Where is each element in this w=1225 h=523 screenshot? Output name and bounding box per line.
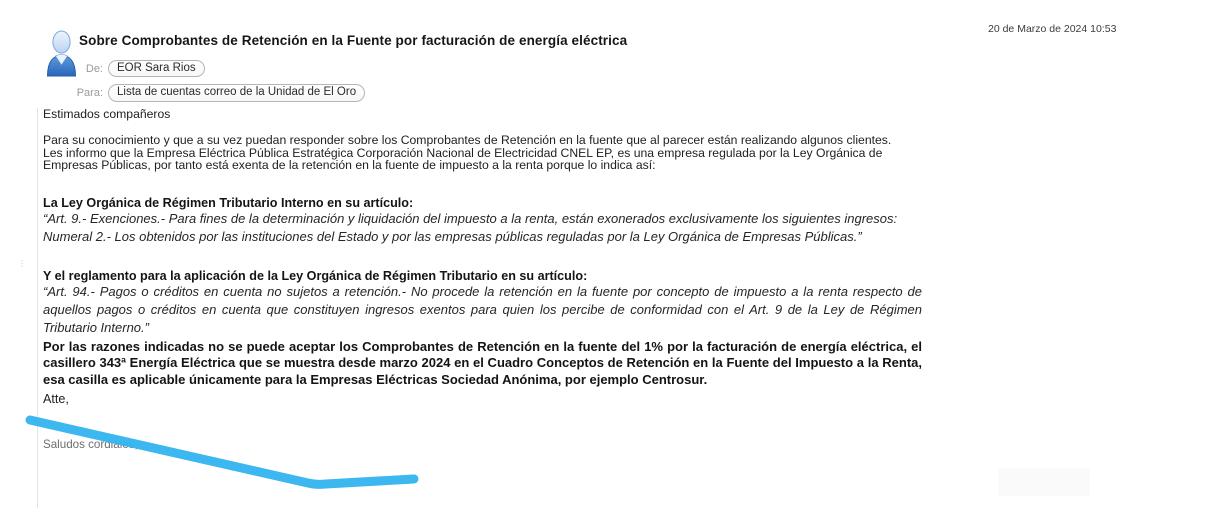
greeting-text: Estimados compañeros xyxy=(43,107,171,121)
law-quote-2: “Art. 94.- Pagos o créditos en cuenta no sujetos a retención.- No procede la retención en la fuente por concepto de impuesto a la renta respecto de aquellos pagos o créditos en cuenta que constituyen ingresos exentos para quien los percibe de conformidad con el Art. 9 de la Ley de Régimen Tributario Interno.” xyxy=(43,284,922,335)
message-body-border xyxy=(37,108,38,508)
email-subject: Sobre Comprobantes de Retención en la Fuente por facturación de energía eléctrica xyxy=(79,33,628,48)
email-date: 20 de Marzo de 2024 10:53 xyxy=(988,23,1117,35)
faint-watermark xyxy=(998,468,1090,496)
to-contact-pill[interactable]: Lista de cuentas correo de la Unidad de El Oro xyxy=(108,84,365,102)
body-paragraph: Les informo que la Empresa Eléctrica Pública Estratégica Corporación Nacional de Electricidad CNEL EP, es una empresa regulada por la Ley Orgánica de Empresas Públicas, por tanto está exenta de la retención en la fuente de impuesto a la renta porque lo indica así: xyxy=(43,145,883,173)
conclusion-paragraph: Por las razones indicadas no se puede aceptar los Comprobantes de Retención en la fuente del 1% por la facturación de energía eléctrica, el casillero 343ª Energía Eléctrica que se muestra desde marzo 2024 en el Cuadro Conceptos de Retención en la Fuente del Impuesto a la Renta, esa casilla es aplicable únicamente para la Empresas Eléctricas Sociedad Anónima, por ejemplo Centrosur. xyxy=(43,339,922,387)
law-heading-1: La Ley Orgánica de Régimen Tributario Interno en su artículo: xyxy=(43,196,414,211)
law-heading-2: Y el reglamento para la aplicación de la Ley Orgánica de Régimen Tributario en su artículo: xyxy=(43,269,588,284)
signature-text: Saludos cordiales, xyxy=(43,437,138,451)
message-body xyxy=(43,108,922,451)
body-paragraph: Para su conocimiento y que a su vez puedan responder sobre los Comprobantes de Retención en la fuente que al parecer están realizando algunos clientes. xyxy=(43,132,892,147)
from-contact-pill[interactable]: EOR Sara Rios xyxy=(108,60,205,77)
closing-text: Atte, xyxy=(43,391,69,406)
from-row xyxy=(0,60,205,77)
law-quote-1b: Numeral 2.- Los obtenidos por las instituciones del Estado y por las empresas públicas reguladas por la Ley Orgánica de Empresas Públicas.” xyxy=(43,228,862,244)
law-quote-1a: “Art. 9.- Exenciones.- Para fines de la determinación y liquidación del impuesto a la renta, están exonerados exclusivamente los siguientes ingresos: xyxy=(43,211,898,227)
from-label: De: xyxy=(85,62,103,75)
to-row xyxy=(0,84,365,102)
resize-handle-dots[interactable]: ⋮ xyxy=(18,259,26,268)
to-label: Para: xyxy=(76,86,103,99)
